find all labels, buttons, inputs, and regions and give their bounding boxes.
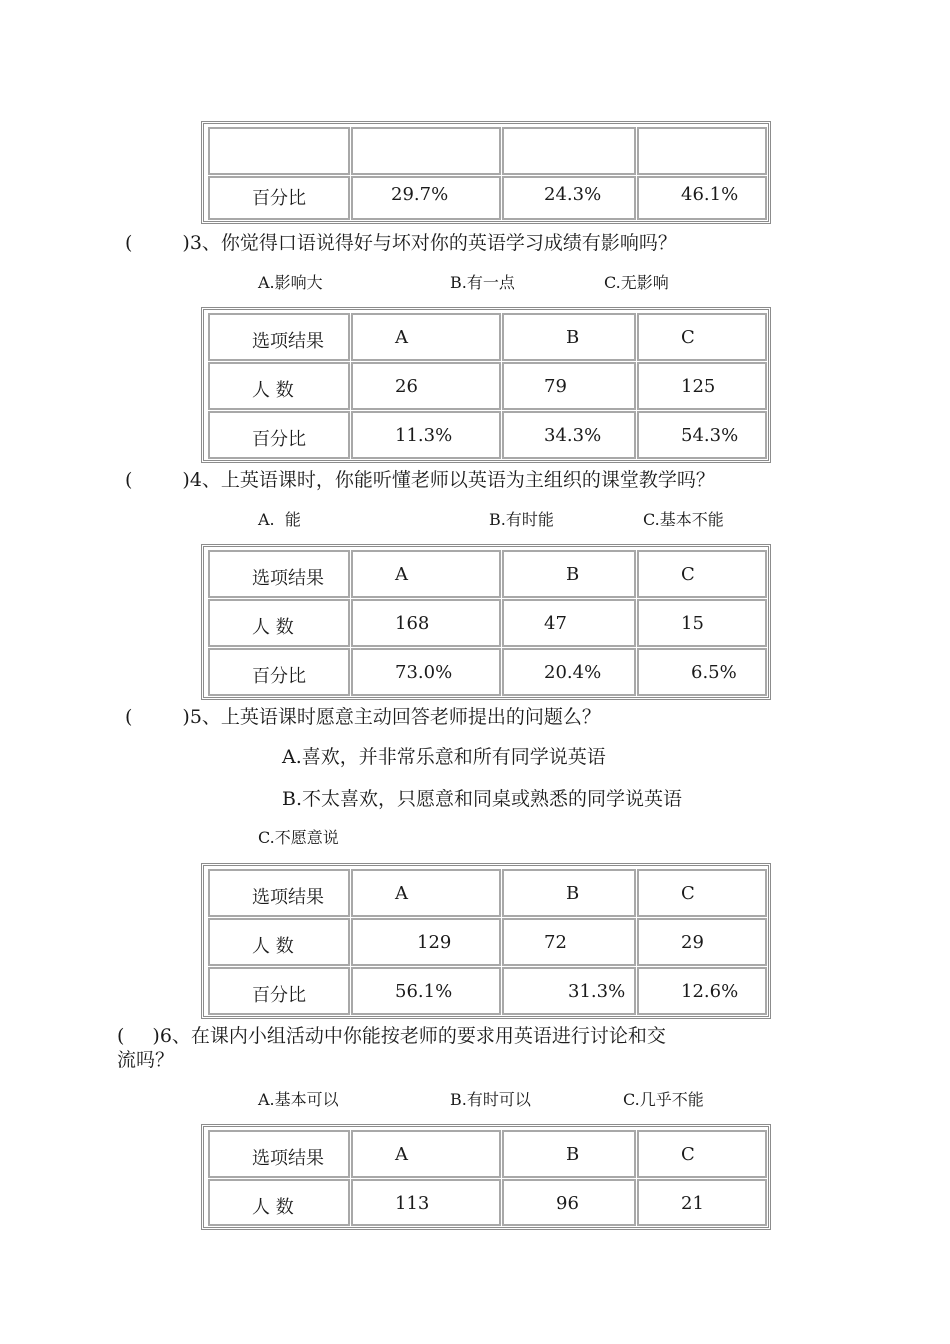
table-cell — [351, 967, 501, 1015]
row-label: 人 数 — [252, 617, 294, 638]
table-cell — [208, 599, 350, 647]
count-c: 21 — [681, 1193, 704, 1214]
table-cell — [208, 967, 350, 1015]
count-b: 72 — [544, 932, 567, 953]
results-table-q4 — [201, 544, 771, 700]
count-a: 26 — [395, 376, 418, 397]
table-cell — [351, 1179, 501, 1226]
count-b: 79 — [544, 376, 567, 397]
header-a: A — [395, 327, 408, 348]
table-cell — [502, 599, 636, 647]
percent-c: 54.3% — [681, 425, 739, 446]
option-c: C.几乎不能 — [623, 1090, 704, 1109]
header-a: A — [395, 564, 408, 585]
row-label: 百分比 — [252, 429, 306, 450]
percent-c: 46.1% — [681, 184, 739, 205]
option-c: C.基本不能 — [643, 510, 724, 529]
table-cell — [637, 411, 767, 459]
header-label: 选项结果 — [252, 568, 324, 589]
table-cell — [502, 313, 636, 361]
table-cell — [502, 967, 636, 1015]
results-table-q5 — [201, 863, 771, 1019]
count-b: 96 — [556, 1193, 579, 1214]
header-label: 选项结果 — [252, 887, 324, 908]
table-cell — [351, 411, 501, 459]
table-cell — [502, 1130, 636, 1178]
question-3 — [125, 228, 677, 255]
results-table-q2 — [201, 121, 771, 224]
option-a: A. 能 — [258, 510, 301, 529]
count-a: 168 — [395, 613, 430, 634]
option-a: A.喜欢，并非常乐意和所有同学说英语 — [282, 746, 606, 768]
answer-paren-close: ) — [182, 706, 190, 728]
percent-a: 73.0% — [395, 662, 453, 683]
table-cell — [208, 411, 350, 459]
answer-paren-close: ) — [182, 469, 190, 491]
header-c: C — [681, 564, 695, 585]
table-cell — [351, 362, 501, 410]
table-cell — [208, 127, 350, 175]
answer-paren-open: ( — [125, 232, 133, 254]
table-cell — [637, 648, 767, 696]
percent-b: 31.3% — [568, 981, 626, 1002]
table-cell — [351, 176, 501, 220]
count-b: 47 — [544, 613, 567, 634]
question-5 — [125, 702, 601, 729]
results-table-q6 — [201, 1124, 771, 1230]
table-cell — [351, 918, 501, 966]
header-c: C — [681, 883, 695, 904]
table-cell — [502, 918, 636, 966]
question-text: 3、你觉得口语说得好与坏对你的英语学习成绩有影响吗？ — [189, 232, 677, 254]
percent-a: 29.7% — [391, 184, 449, 205]
count-c: 29 — [681, 932, 704, 953]
table-cell — [637, 1130, 767, 1178]
header-label: 选项结果 — [252, 331, 324, 352]
table-cell — [351, 599, 501, 647]
table-cell — [208, 176, 350, 220]
header-b: B — [566, 1144, 580, 1165]
table-cell — [637, 918, 767, 966]
header-c: C — [681, 1144, 695, 1165]
header-label: 选项结果 — [252, 1148, 324, 1169]
option-a: A.基本可以 — [258, 1090, 339, 1109]
table-cell — [502, 550, 636, 598]
question-4 — [125, 465, 715, 492]
table-cell — [351, 127, 501, 175]
table-cell — [637, 1179, 767, 1226]
count-c: 125 — [681, 376, 716, 397]
table-cell — [351, 550, 501, 598]
row-label: 人 数 — [252, 1197, 294, 1218]
table-cell — [502, 411, 636, 459]
table-cell — [637, 362, 767, 410]
table-cell — [351, 869, 501, 917]
option-b: B.有一点 — [450, 273, 515, 292]
table-cell — [637, 313, 767, 361]
percent-b: 24.3% — [544, 184, 602, 205]
table-cell — [502, 127, 636, 175]
results-table-q3 — [201, 307, 771, 463]
option-b: B.有时可以 — [450, 1090, 531, 1109]
row-label: 百分比 — [252, 188, 306, 209]
row-label: 百分比 — [252, 666, 306, 687]
answer-paren-close: ) — [182, 232, 190, 254]
question-text: 5、上英语课时愿意主动回答老师提出的问题么？ — [189, 706, 601, 728]
count-c: 15 — [681, 613, 704, 634]
option-a: A.影响大 — [258, 273, 323, 292]
answer-paren-open: ( — [125, 706, 133, 728]
answer-paren-close: ) — [152, 1025, 160, 1047]
header-b: B — [566, 883, 580, 904]
table-cell — [208, 1130, 350, 1178]
count-a: 113 — [395, 1193, 430, 1214]
option-c: C.无影响 — [604, 273, 669, 292]
table-cell — [208, 648, 350, 696]
table-cell — [208, 362, 350, 410]
option-c: C.不愿意说 — [258, 828, 339, 847]
table-cell — [637, 599, 767, 647]
option-b: B.有时能 — [489, 510, 554, 529]
table-cell — [502, 1179, 636, 1226]
table-cell — [351, 1130, 501, 1178]
table-cell — [208, 1179, 350, 1226]
question-text-line1: 6、在课内小组活动中你能按老师的要求用英语进行讨论和交 — [159, 1025, 666, 1047]
percent-a: 11.3% — [395, 425, 453, 446]
table-cell — [208, 550, 350, 598]
answer-paren-open: ( — [125, 469, 133, 491]
header-c: C — [681, 327, 695, 348]
header-b: B — [566, 564, 580, 585]
option-b: B.不太喜欢，只愿意和同桌或熟悉的同学说英语 — [282, 788, 683, 810]
table-cell — [351, 648, 501, 696]
table-cell — [208, 869, 350, 917]
table-cell — [637, 967, 767, 1015]
header-b: B — [566, 327, 580, 348]
table-cell — [502, 362, 636, 410]
question-text: 4、上英语课时，你能听懂老师以英语为主组织的课堂教学吗？ — [189, 469, 715, 491]
question-6 — [117, 1021, 666, 1048]
row-label: 百分比 — [252, 985, 306, 1006]
percent-c: 12.6% — [681, 981, 739, 1002]
table-cell — [637, 550, 767, 598]
row-label: 人 数 — [252, 936, 294, 957]
table-cell — [637, 127, 767, 175]
table-cell — [502, 648, 636, 696]
header-a: A — [395, 1144, 408, 1165]
row-label: 人 数 — [252, 380, 294, 401]
table-cell — [208, 313, 350, 361]
answer-paren-open: ( — [117, 1025, 125, 1047]
table-cell — [351, 313, 501, 361]
count-a: 129 — [417, 932, 452, 953]
table-cell — [208, 918, 350, 966]
percent-c: 6.5% — [691, 662, 737, 683]
header-a: A — [395, 883, 408, 904]
table-cell — [637, 176, 767, 220]
table-cell — [502, 869, 636, 917]
table-cell — [502, 176, 636, 220]
question-text-line2: 流吗？ — [117, 1049, 175, 1071]
percent-a: 56.1% — [395, 981, 453, 1002]
percent-b: 20.4% — [544, 662, 602, 683]
percent-b: 34.3% — [544, 425, 602, 446]
table-cell — [637, 869, 767, 917]
